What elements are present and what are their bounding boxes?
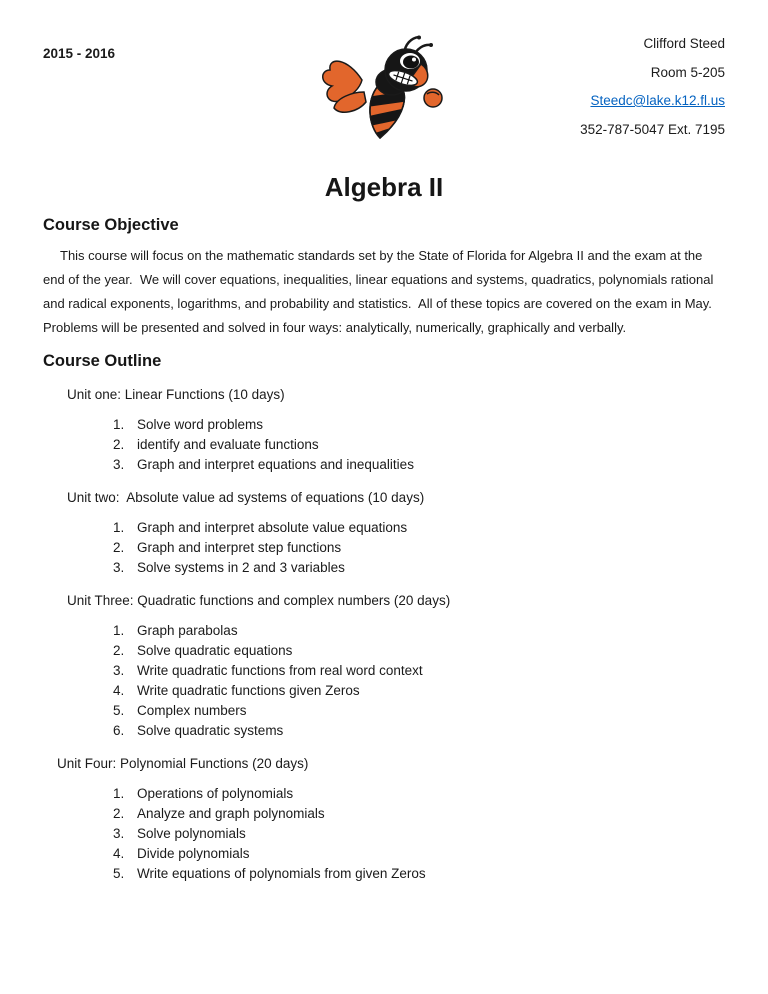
unit-item: Write quadratic functions from real word context	[137, 663, 423, 678]
room-number: Room 5-205	[650, 64, 725, 80]
unit-one-title: Unit one: Linear Functions (10 days)	[67, 387, 285, 402]
unit-three-item-list	[43, 621, 725, 741]
course-outline-heading: Course Outline	[43, 352, 162, 370]
phone-number: 352-787-5047 Ext. 7195	[580, 121, 725, 137]
unit-item: Write quadratic functions given Zeros	[137, 683, 360, 698]
school-year: 2015 - 2016	[43, 46, 116, 61]
unit-item: Solve quadratic systems	[137, 723, 284, 738]
unit-item: Analyze and graph polynomials	[137, 806, 325, 821]
unit-item: Operations of polynomials	[137, 786, 294, 801]
email-link[interactable]: Steedc@lake.k12.fl.us	[590, 93, 725, 108]
unit-two-item-list	[43, 518, 725, 578]
unit-two-title: Unit two: Absolute value ad systems of equations (10 days)	[67, 490, 425, 505]
hornet-mascot-icon	[318, 34, 450, 140]
unit-item: identify and evaluate functions	[137, 437, 319, 452]
unit-item: Divide polynomials	[137, 846, 250, 861]
unit-item: Solve systems in 2 and 3 variables	[137, 560, 345, 575]
course-objective-text: This course will focus on the mathematic standards set by the State of Florida for Algebra II and the exam at the end of the year. We will cover equations, inequalities, linear equations and systems, quadratics, polynomials rational and radical exponents, logarithms, and probability and statistics. All of these topics are covered on the exam in May. Problems will be presented and solved in four ways: analytically, numerically, graphically and verbally.	[43, 248, 720, 335]
unit-one-item-list	[43, 415, 725, 475]
unit-item: Complex numbers	[137, 703, 247, 718]
contact-block	[450, 30, 725, 144]
course-title: Algebra II	[324, 172, 444, 202]
unit-item: Graph and interpret equations and inequalities	[137, 457, 414, 472]
unit-item: Graph and interpret absolute value equations	[137, 520, 408, 535]
teacher-name: Clifford Steed	[643, 36, 725, 51]
unit-three-title: Unit Three: Quadratic functions and complex numbers (20 days)	[67, 593, 451, 608]
unit-section-two	[43, 488, 725, 578]
unit-item: Solve word problems	[137, 417, 264, 432]
unit-section-three	[43, 591, 725, 741]
unit-section-one	[43, 385, 725, 475]
unit-item: Solve quadratic equations	[137, 643, 293, 658]
unit-item: Graph parabolas	[137, 623, 238, 638]
unit-section-four	[43, 754, 725, 884]
document-header	[43, 30, 725, 144]
unit-item: Graph and interpret step functions	[137, 540, 342, 555]
course-objective-heading: Course Objective	[43, 216, 179, 234]
unit-four-title: Unit Four: Polynomial Functions (20 days)	[57, 756, 309, 771]
hornet-mascot-logo	[318, 34, 450, 140]
unit-four-item-list	[43, 784, 725, 884]
unit-item: Solve polynomials	[137, 826, 246, 841]
unit-item: Write equations of polynomials from given Zeros	[137, 866, 426, 881]
